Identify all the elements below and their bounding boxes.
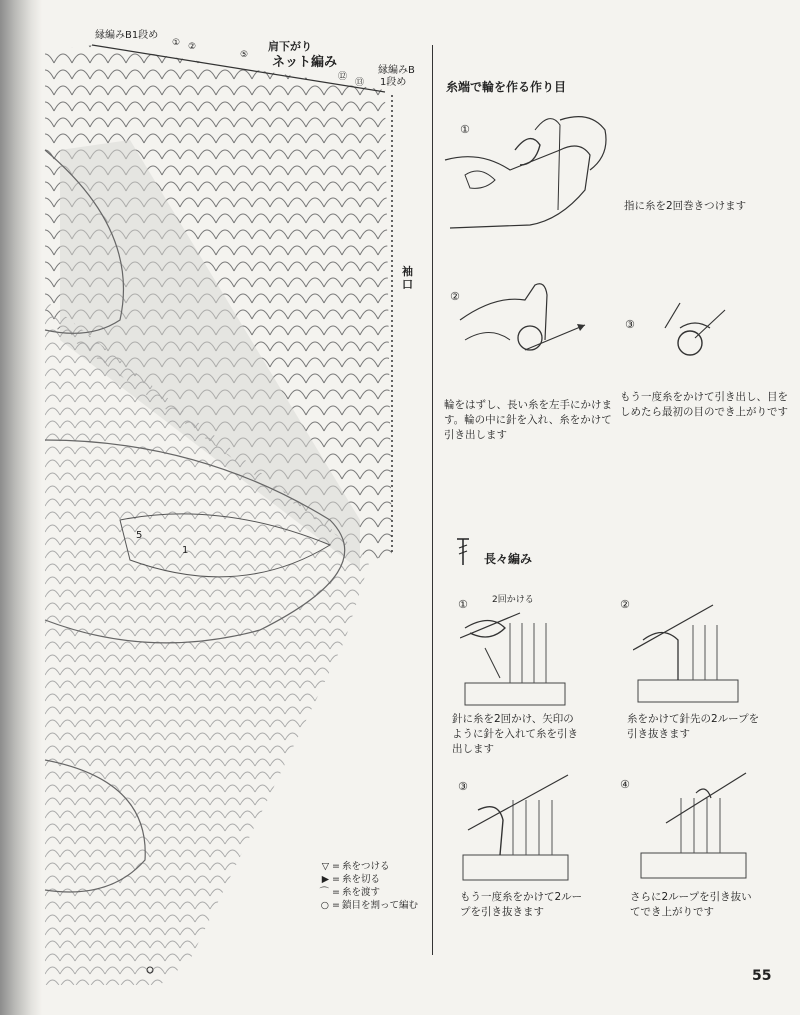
legend-row-cut: ▶ = 糸を切る [321,874,381,885]
step1-number: ① [460,123,470,136]
step3-caption: もう一度糸をかけて引き出し、目をしめたら最初の目のでき上がりです [620,391,788,418]
label-shoulder: 肩下がり [268,40,312,53]
row-marker-12: ⑫ [338,72,348,82]
row-marker-1: ① [172,38,181,48]
motif-number-5: 5 [136,530,143,541]
column-divider [432,45,433,955]
tr-step3-number: ③ [458,780,468,793]
tr-step4-caption: さらに2ループを引き抜いてでき上がりです [630,891,752,918]
step1-caption: 指に糸を2回巻きつけます [624,200,747,212]
label-net-stitch: ネット編み [272,55,338,70]
legend-row-split: ○ = 鎖目を割って編む [320,900,419,911]
legend-row-carry: ⌒ = 糸を渡す [319,887,381,898]
label-edge-b1: 縁編みB1段め [95,30,159,41]
row-marker-2: ② [188,42,197,52]
legend-row-attach: ▽ = 糸をつける [321,861,390,872]
label-edge-b-line1: 縁編みB [378,65,415,76]
treble-crochet-symbol-icon [455,537,471,567]
tr-step2-caption: 糸をかけて針先の2ループを引き抜きます [627,713,760,740]
hand-wrap-illustration [440,110,620,235]
ring-pull-illustration [455,280,595,375]
page-number: 55 [752,968,772,984]
step2-number: ② [450,290,460,303]
row-marker-13: ⑬ [355,78,365,88]
label-edge-b-line2: 1段め [380,77,407,88]
tr-step3-caption: もう一度糸をかけて2ループを引き抜きます [460,891,583,918]
tr-step4-number: ④ [620,778,630,791]
treble-step2-illustration [633,600,743,705]
tr-step1-number: ① [458,598,468,611]
section-title-magic-ring: 糸端で輪を作る作り目 [446,80,567,94]
first-stitch-illustration [650,298,730,373]
row-marker-5: ⑤ [240,50,249,60]
treble-step4-illustration [636,768,751,883]
motif-number-1: 1 [182,545,189,556]
tr-step1-label: 2回かける [492,595,534,605]
label-cuff: 袖口 [402,265,413,291]
treble-step1-illustration [460,608,570,708]
section-title-treble: 長々編み [484,552,533,566]
tr-step1-caption: 針に糸を2回かけ、矢印のように針を入れて糸を引き出します [452,713,578,755]
tr-step2-number: ② [620,598,630,611]
step2-caption: 輪をはずし、長い糸を左手にかけます。輪の中に針を入れ、糸をかけて引き出します [444,399,612,441]
treble-step3-illustration [458,770,573,885]
step3-number: ③ [625,318,635,331]
